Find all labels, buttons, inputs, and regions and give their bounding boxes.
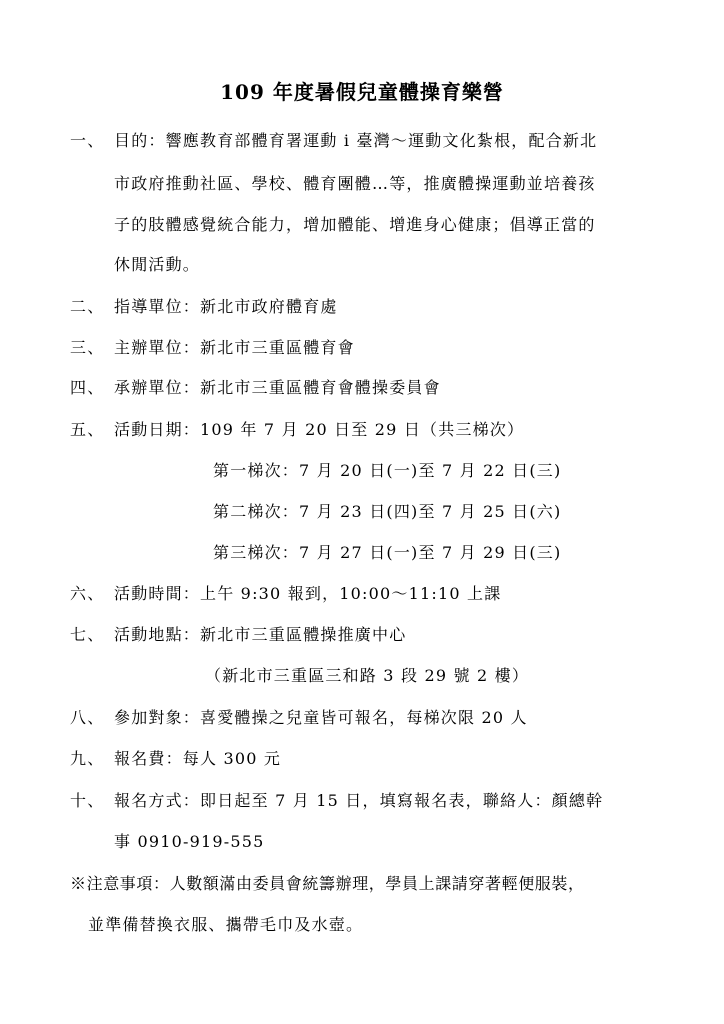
- item-7-text-2: （新北市三重區三和路 3 段 29 號 2 樓）: [205, 666, 530, 685]
- item-6-number: 六、: [70, 584, 105, 603]
- item-7-text-1: 活動地點：新北市三重區體操推廣中心: [114, 625, 407, 644]
- item-8-text: 參加對象：喜愛體操之兒童皆可報名，每梯次限 20 人: [114, 708, 528, 727]
- item-5-text-2: 第一梯次：7 月 20 日(一)至 7 月 22 日(三): [213, 461, 562, 480]
- item-3-text: 主辦單位：新北市三重區體育會: [114, 338, 355, 357]
- item-6-text: 活動時間：上午 9:30 報到，10:00～11:10 上課: [114, 584, 502, 603]
- item-10-number: 十、: [70, 791, 105, 810]
- item-2-number: 二、: [70, 297, 105, 316]
- item-4-number: 四、: [70, 378, 105, 397]
- item-5-text-1: 活動日期：109 年 7 月 20 日至 29 日（共三梯次）: [114, 420, 525, 439]
- item-2-text: 指導單位：新北市政府體育處: [114, 297, 338, 316]
- item-1-text-4: 休閒活動。: [114, 255, 201, 274]
- item-5-text-4: 第三梯次：7 月 27 日(一)至 7 月 29 日(三): [213, 543, 562, 562]
- item-9-text: 報名費：每人 300 元: [114, 749, 282, 768]
- item-1-text-1: 目的：響應教育部體育署運動 i 臺灣～運動文化紮根，配合新北: [114, 131, 598, 150]
- item-5-number: 五、: [70, 420, 105, 439]
- item-1-text-3: 子的肢體感覺統合能力，增加體能、增進身心健康；倡導正當的: [114, 215, 596, 234]
- item-4-text: 承辦單位：新北市三重區體育會體操委員會: [114, 378, 441, 397]
- notice-text-1: ※注意事項：人數額滿由委員會統籌辦理，學員上課請穿著輕便服裝，: [70, 874, 585, 893]
- item-10-text-1: 報名方式：即日起至 7 月 15 日，填寫報名表，聯絡人：顏總幹: [114, 791, 604, 810]
- document-title: 109 年度暑假兒童體操育樂營: [220, 80, 504, 104]
- item-5-text-3: 第二梯次：7 月 23 日(四)至 7 月 25 日(六): [213, 502, 562, 521]
- item-7-number: 七、: [70, 625, 105, 644]
- item-1-text-2: 市政府推動社區、學校、體育團體…等，推廣體操運動並培養孩: [114, 174, 596, 193]
- item-8-number: 八、: [70, 708, 105, 727]
- item-10-text-2: 事 0910-919-555: [114, 832, 265, 851]
- item-1-number: 一、: [70, 131, 105, 150]
- notice-text-2: 並準備替換衣服、攜帶毛巾及水壺。: [88, 915, 364, 934]
- item-3-number: 三、: [70, 338, 105, 357]
- item-9-number: 九、: [70, 749, 105, 768]
